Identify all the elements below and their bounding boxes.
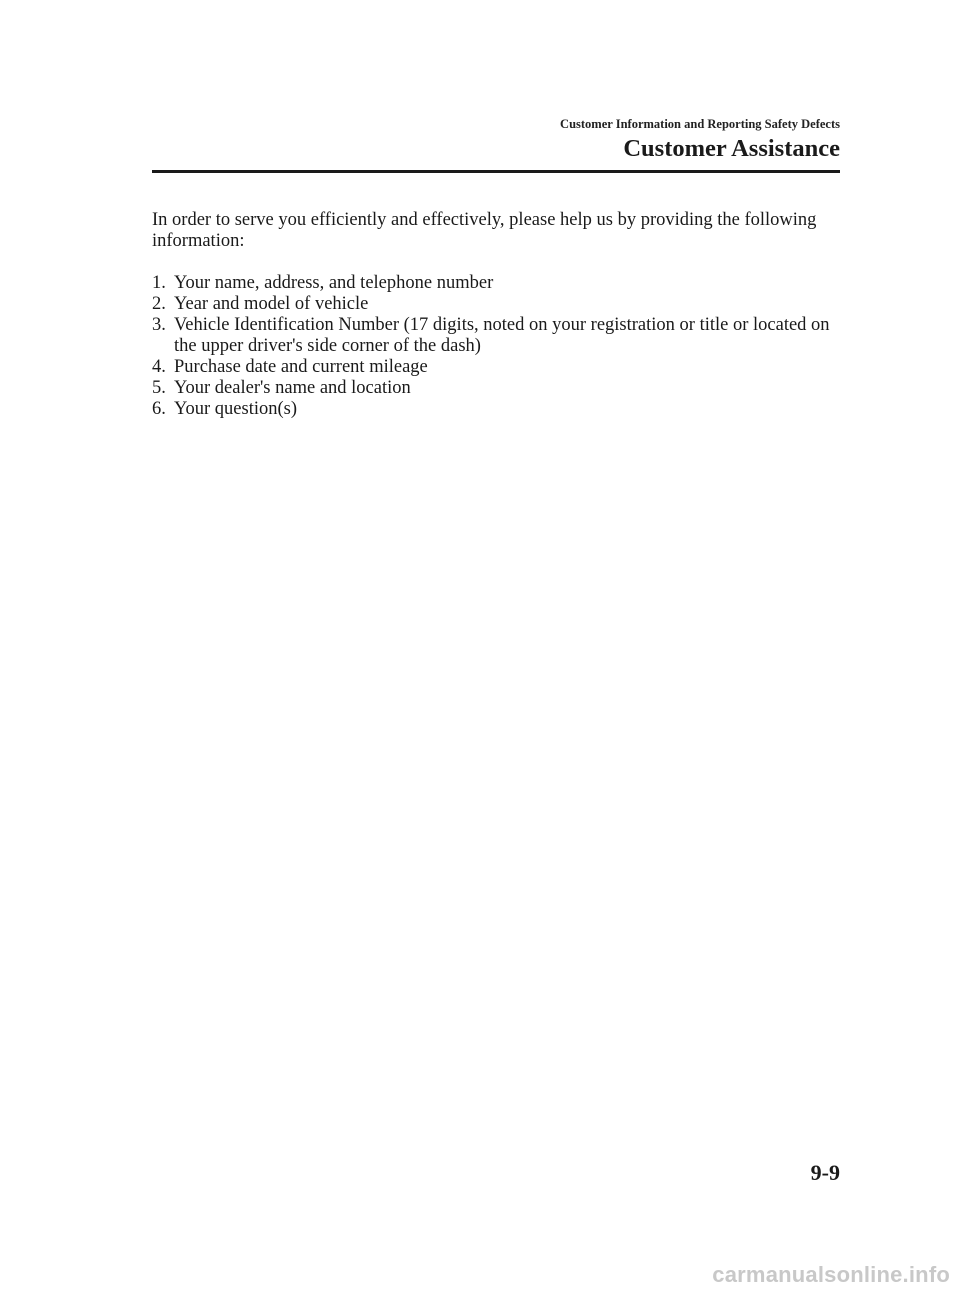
page-title: Customer Assistance bbox=[623, 135, 840, 162]
list-item-number: 4. bbox=[152, 357, 166, 377]
list-item-number: 2. bbox=[152, 294, 166, 314]
list-item bbox=[152, 315, 842, 357]
list-item bbox=[152, 378, 842, 399]
section-label: Customer Information and Reporting Safety Defects bbox=[560, 117, 840, 131]
intro-paragraph: In order to serve you efficiently and effectively, please help us by providing the following information: bbox=[152, 210, 817, 251]
list-item bbox=[152, 357, 842, 378]
list-item-text: Your question(s) bbox=[174, 399, 298, 419]
list-item-number: 6. bbox=[152, 399, 166, 419]
page-number: 9-9 bbox=[810, 1160, 840, 1185]
header-divider bbox=[152, 170, 840, 173]
list-item-number: 1. bbox=[152, 273, 166, 293]
list-item-number: 3. bbox=[152, 315, 166, 335]
watermark: carmanualsonline.info bbox=[712, 1262, 950, 1287]
list-item bbox=[152, 294, 842, 315]
list-item-number: 5. bbox=[152, 378, 166, 398]
page-header bbox=[152, 116, 840, 164]
list-item bbox=[152, 273, 842, 294]
list-item-text: Your name, address, and telephone number bbox=[174, 273, 494, 293]
body-content bbox=[152, 210, 842, 420]
info-list bbox=[152, 273, 842, 420]
list-item-text: Your dealer's name and location bbox=[174, 378, 411, 398]
list-item-text: Year and model of vehicle bbox=[174, 294, 369, 314]
list-item-text: Vehicle Identification Number (17 digits, noted on your registration or title or located on the upper driver's side corner of the dash) bbox=[174, 315, 830, 356]
list-item bbox=[152, 399, 842, 420]
list-item-text: Purchase date and current mileage bbox=[174, 357, 428, 377]
